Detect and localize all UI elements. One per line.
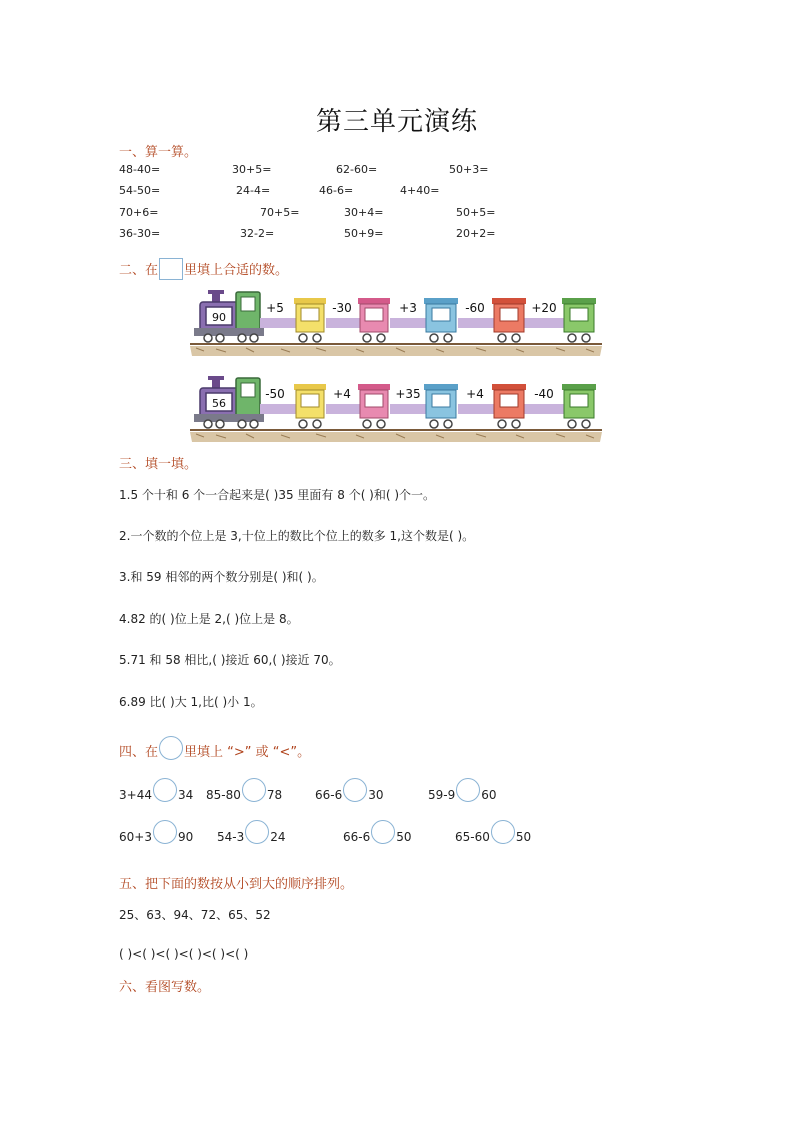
answer-circle-icon xyxy=(371,820,395,844)
answer-circle-icon xyxy=(491,820,515,844)
compare-left: 65-60 xyxy=(455,830,490,844)
calc-item: 54-50= xyxy=(119,184,161,197)
train-car xyxy=(492,298,526,342)
compare-right: 50 xyxy=(515,830,532,844)
calc-item: 36-30= xyxy=(119,227,161,240)
compare-right: 78 xyxy=(266,788,283,802)
calc-item: 46-6= xyxy=(319,184,354,197)
train-op-label: -30 xyxy=(332,301,352,315)
fill-question-3: 3.和 59 相邻的两个数分别是( )和( )。 xyxy=(119,570,324,584)
calc-item: 50+9= xyxy=(344,227,384,240)
compare-left: 85-80 xyxy=(206,788,241,802)
answer-box-icon xyxy=(159,258,183,280)
locomotive-icon xyxy=(194,290,264,336)
compare-item xyxy=(315,778,384,802)
train-car xyxy=(562,298,596,342)
calc-item: 48-40= xyxy=(119,163,161,176)
train-start-number: 90 xyxy=(212,311,226,324)
compare-item xyxy=(206,778,282,802)
compare-right: 90 xyxy=(177,830,194,844)
train-start-number: 56 xyxy=(212,397,226,410)
train-car xyxy=(492,384,526,428)
answer-circle-icon xyxy=(153,778,177,802)
train-op-label: +20 xyxy=(531,301,557,315)
train-illustration-1 xyxy=(186,288,606,360)
order-numbers: 25、63、94、72、65、52 xyxy=(119,908,271,922)
train-car xyxy=(424,298,458,342)
compare-right: 30 xyxy=(368,788,384,802)
answer-circle-icon xyxy=(153,820,177,844)
calc-item: 4+40= xyxy=(400,184,440,197)
page-title: 第三单元演练 xyxy=(315,107,478,137)
section-heading-2 xyxy=(119,258,288,280)
train-car xyxy=(294,384,326,428)
compare-item xyxy=(343,820,412,844)
calc-item: 24-4= xyxy=(236,184,271,197)
train-car xyxy=(358,298,390,342)
section-heading-4-prefix: 四、在 xyxy=(119,745,159,760)
compare-right: 60 xyxy=(481,788,497,802)
compare-item xyxy=(217,820,286,844)
compare-left: 60+3 xyxy=(119,830,152,844)
answer-circle-icon xyxy=(242,778,266,802)
section-heading-5: 五、把下面的数按从小到大的顺序排列。 xyxy=(119,877,354,892)
calc-item: 20+2= xyxy=(456,227,496,240)
fill-question-2: 2.一个数的个位上是 3,十位上的数比个位上的数多 1,这个数是( )。 xyxy=(119,529,475,543)
fill-question-1: 1.5 个十和 6 个一合起来是( )35 里面有 8 个( )和( )个一。 xyxy=(119,488,436,502)
compare-item xyxy=(455,820,531,844)
answer-circle-icon xyxy=(343,778,367,802)
section-heading-6: 六、看图写数。 xyxy=(119,980,211,995)
fill-question-6: 6.89 比( )大 1,比( )小 1。 xyxy=(119,695,263,709)
train-op-label: -60 xyxy=(465,301,485,315)
train-car xyxy=(562,384,596,428)
train-op-label: +35 xyxy=(395,387,421,401)
compare-left: 3+44 xyxy=(119,788,152,802)
answer-circle-icon xyxy=(159,736,183,760)
section-heading-2-suffix: 里填上合适的数。 xyxy=(184,263,289,278)
train-op-label: +5 xyxy=(266,301,284,315)
section-heading-3: 三、填一填。 xyxy=(119,457,198,472)
compare-right: 34 xyxy=(177,788,194,802)
order-answer-blanks: ( )<( )<( )<( )<( )<( ) xyxy=(119,947,249,961)
compare-left: 54-3 xyxy=(217,830,245,844)
train-op-label: +3 xyxy=(399,301,417,315)
calc-item: 70+6= xyxy=(119,206,159,219)
fill-question-4: 4.82 的( )位上是 2,( )位上是 8。 xyxy=(119,612,299,626)
train-op-label: +4 xyxy=(466,387,484,401)
train-op-label: -40 xyxy=(534,387,554,401)
compare-item xyxy=(119,820,193,844)
compare-left: 66-6 xyxy=(343,830,371,844)
compare-right: 24 xyxy=(270,830,286,844)
train-car xyxy=(294,298,326,342)
calc-item: 30+5= xyxy=(232,163,272,176)
calc-item: 62-60= xyxy=(336,163,378,176)
train-op-label: -50 xyxy=(265,387,285,401)
compare-left: 59-9 xyxy=(428,788,456,802)
section-heading-4 xyxy=(119,736,310,760)
compare-right: 50 xyxy=(396,830,412,844)
train-car xyxy=(358,384,390,428)
calc-item: 30+4= xyxy=(344,206,384,219)
compare-item xyxy=(119,778,193,802)
train-illustration-2 xyxy=(186,374,606,446)
fill-question-5: 5.71 和 58 相比,( )接近 60,( )接近 70。 xyxy=(119,653,341,667)
answer-circle-icon xyxy=(456,778,480,802)
compare-left: 66-6 xyxy=(315,788,343,802)
compare-item xyxy=(428,778,497,802)
locomotive-icon xyxy=(194,376,264,422)
section-heading-2-prefix: 二、在 xyxy=(119,263,159,278)
answer-circle-icon xyxy=(245,820,269,844)
calc-item: 32-2= xyxy=(240,227,275,240)
calc-item: 70+5= xyxy=(260,206,300,219)
section-heading-1: 一、算一算。 xyxy=(119,145,198,160)
section-heading-4-suffix: 里填上 “>” 或 “<”。 xyxy=(184,745,311,760)
calc-item: 50+5= xyxy=(456,206,496,219)
train-op-label: +4 xyxy=(333,387,351,401)
calc-item: 50+3= xyxy=(449,163,489,176)
train-car xyxy=(424,384,458,428)
